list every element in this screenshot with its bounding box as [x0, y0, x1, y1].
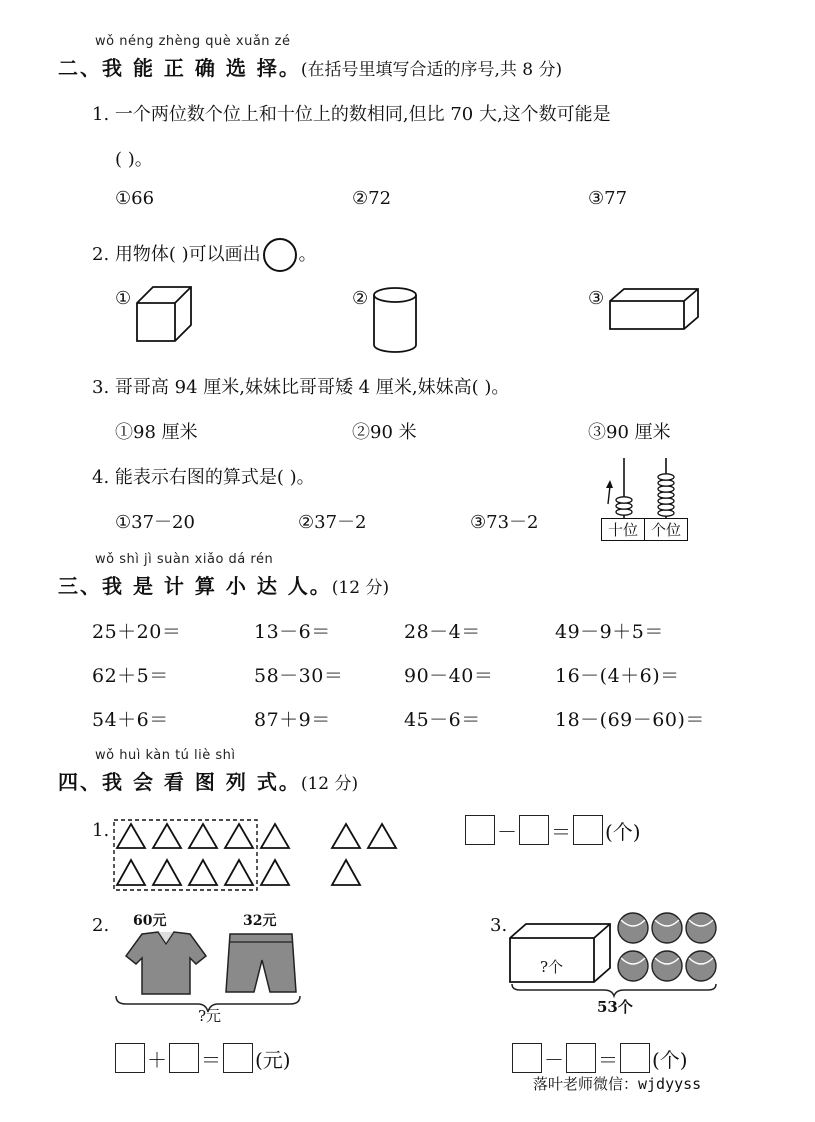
q2-option-2[interactable]: ② [352, 288, 369, 309]
question-2-end: 。 [298, 244, 317, 265]
section3-note: (12 分) [331, 578, 390, 598]
answer-box[interactable] [512, 1043, 542, 1073]
calc-r3c1[interactable]: 54＋6＝ [92, 709, 169, 731]
q1-option-1[interactable]: ①66 [115, 188, 155, 209]
calc-r1c2[interactable]: 13－6＝ [254, 621, 331, 643]
q2-option-3[interactable]: ③ [588, 288, 605, 309]
question-4: 4. 能表示右图的算式是( )。 [92, 467, 315, 488]
unit-label: (元) [255, 1047, 291, 1072]
section4-title [58, 766, 358, 795]
answer-box[interactable] [169, 1043, 199, 1073]
section3-title [58, 570, 389, 599]
q3-option-2[interactable]: ②90 米 [352, 422, 417, 443]
plus-sign: ＋ [147, 1047, 167, 1072]
question-2 [92, 238, 317, 272]
pants-icon [226, 934, 296, 992]
section4-title-text: 四、我 会 看 图 列 式。 [58, 770, 301, 794]
circle-icon [263, 238, 297, 272]
problem-2-number: 2. [92, 915, 110, 936]
answer-box[interactable] [465, 815, 495, 845]
equals-sign: ＝ [201, 1047, 221, 1072]
section3-pinyin: wǒ shì jì suàn xiǎo dá rén [95, 552, 274, 567]
shirt-price: 60元 [133, 913, 167, 929]
box-and-balls-figure [508, 910, 720, 1000]
unit-label: (个) [605, 819, 641, 844]
q4-option-1[interactable]: ①37－20 [115, 512, 195, 533]
total-price: ?元 [198, 1007, 222, 1025]
section2-note: (在括号里填写合适的序号,共 8 分) [300, 60, 563, 80]
calc-r2c3[interactable]: 90－40＝ [404, 665, 494, 687]
calc-r3c4[interactable]: 18－(69－60)＝ [555, 709, 705, 731]
abacus-labels [601, 518, 688, 541]
calc-r1c4[interactable]: 49－9＋5＝ [555, 621, 664, 643]
q2-option-1[interactable]: ① [115, 288, 132, 309]
q1-option-2[interactable]: ②72 [352, 188, 392, 209]
answer-box[interactable] [573, 815, 603, 845]
calc-r1c3[interactable]: 28－4＝ [404, 621, 481, 643]
box-label: ?个 [540, 958, 564, 976]
q1-option-3[interactable]: ③77 [588, 188, 628, 209]
abacus-label-tens: 十位 [602, 519, 645, 540]
calc-r2c2[interactable]: 58－30＝ [254, 665, 344, 687]
q4-option-3[interactable]: ③73－2 [470, 512, 539, 533]
equals-sign: ＝ [598, 1047, 618, 1072]
calc-r2c1[interactable]: 62＋5＝ [92, 665, 169, 687]
calc-r3c3[interactable]: 45－6＝ [404, 709, 481, 731]
abacus-label-ones: 个位 [650, 521, 681, 539]
question-3: 3. 哥哥高 94 厘米,妹妹比哥哥矮 4 厘米,妹妹高( )。 [92, 377, 510, 398]
problem-3-number: 3. [490, 915, 508, 936]
equals-sign: ＝ [551, 819, 571, 844]
cube-icon [135, 285, 195, 345]
answer-box[interactable] [566, 1043, 596, 1073]
problem-3-equation [512, 1043, 690, 1073]
answer-box[interactable] [115, 1043, 145, 1073]
footer-credit: 落叶老师微信：wjdyyss [533, 1075, 702, 1093]
answer-box[interactable] [620, 1043, 650, 1073]
ball-icons [618, 913, 716, 981]
question-1: 1. 一个两位数个位上和十位上的数相同,但比 70 大,这个数可能是 [92, 104, 611, 125]
section2-pinyin: wǒ néng zhèng què xuǎn zé [95, 34, 291, 49]
q3-option-3[interactable]: ③90 厘米 [588, 422, 671, 443]
brace-icon [512, 984, 716, 996]
answer-box[interactable] [519, 815, 549, 845]
calc-r2c4[interactable]: 16－(4＋6)＝ [555, 665, 680, 687]
section4-pinyin: wǒ huì kàn tú liè shì [95, 748, 236, 763]
unit-label: (个) [652, 1047, 688, 1072]
q3-option-1[interactable]: ①98 厘米 [115, 422, 198, 443]
calc-r3c2[interactable]: 87＋9＝ [254, 709, 331, 731]
section2-title [58, 52, 562, 81]
section3-title-text: 三、我 是 计 算 小 达 人。 [58, 574, 332, 598]
total-count: 53个 [597, 998, 633, 1016]
question-2-text: 2. 用物体( )可以画出 [92, 244, 261, 265]
calc-r1c1[interactable]: 25＋20＝ [92, 621, 182, 643]
q4-option-2[interactable]: ②37－2 [298, 512, 367, 533]
triangles-figure [112, 818, 402, 892]
problem-1-number: 1. [92, 820, 110, 841]
section4-note: (12 分) [300, 774, 359, 794]
section2-title-text: 二、我 能 正 确 选 择。 [58, 56, 301, 80]
answer-box[interactable] [223, 1043, 253, 1073]
question-1-answer-blank[interactable]: ( )。 [115, 149, 153, 170]
pants-price: 32元 [243, 913, 277, 929]
abacus-figure [600, 456, 690, 518]
minus-sign: － [497, 819, 517, 844]
cylinder-icon [372, 287, 422, 355]
problem-1-equation [465, 815, 643, 845]
problem-2-equation [115, 1043, 293, 1073]
cuboid-icon [608, 287, 700, 331]
minus-sign: － [544, 1047, 564, 1072]
